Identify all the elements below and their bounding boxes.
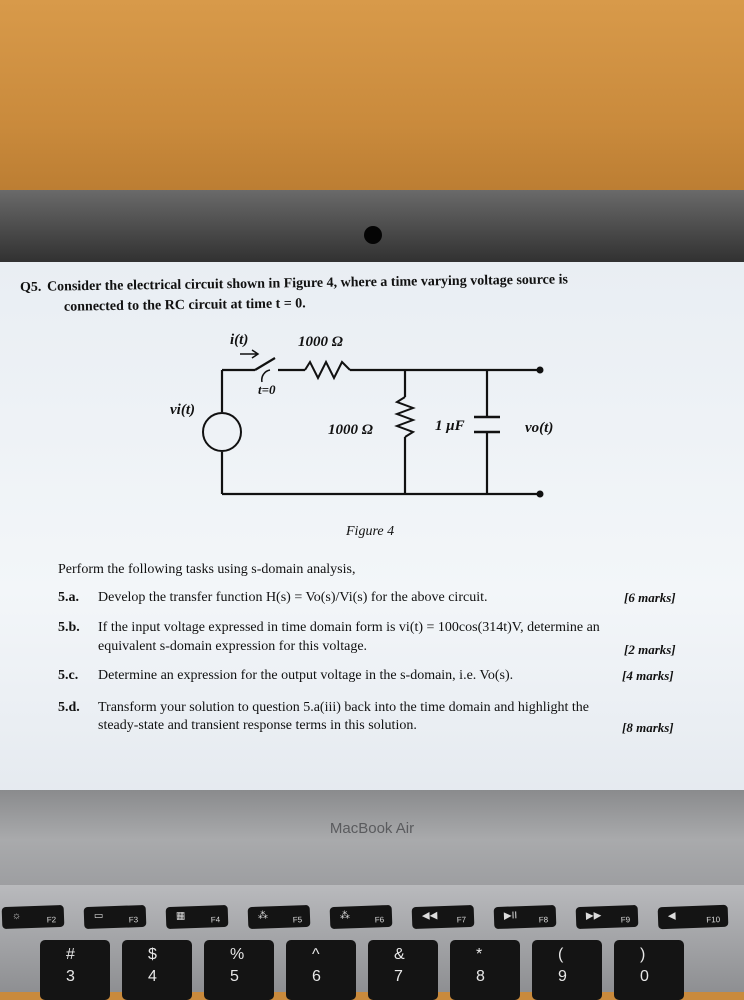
key-shift-symbol: * [476,946,483,963]
f2-key[interactable] [2,905,65,929]
task-text: steady-state and transient response terms in this solution. [98,718,417,733]
key-shift-symbol: % [230,946,245,963]
key-digit: 9 [558,968,567,985]
wall-background [0,0,744,210]
task-text: If the input voltage expressed in time domain form is vi(t) = 100cos(314t)V, determine an [98,620,600,635]
brand-label: MacBook Air [329,820,415,837]
shunt-resistor-label: 1000 Ω [328,422,373,438]
f3-key[interactable] [84,905,147,929]
key-label: F3 [128,915,139,925]
task-text: Develop the transfer function H(s) = Vo(s)/Vi(s) for the above circuit. [98,590,488,605]
output-label: vo(t) [525,420,554,436]
task-label: 5.b. [58,620,80,635]
task-text: equivalent s-domain expression for this voltage. [98,639,368,654]
question-line-1: Consider the electrical circuit shown in Figure 4, where a time varying voltage source is [46,272,568,295]
circuit-wires [222,358,540,494]
key-digit: 0 [640,968,649,985]
key-digit: 8 [476,968,485,985]
launchpad-icon: ▦ [175,910,186,922]
switch-arc [262,370,270,382]
key-label: F7 [456,915,467,925]
f5-key[interactable] [248,905,311,929]
key-digit: 6 [312,968,321,985]
task-label: 5.a. [58,590,79,605]
key-3[interactable] [40,940,110,1000]
switch-label: t=0 [258,382,276,397]
webcam [364,226,382,244]
key-9[interactable] [532,940,602,1000]
brightness-up-icon: ☼ [11,910,22,922]
key-5[interactable] [204,940,274,1000]
key-shift-symbol: # [66,946,75,963]
fast-forward-icon: ▶▶ [585,910,602,922]
task-intro: Perform the following tasks using s-domain analysis, [58,562,356,577]
key-shift-symbol: & [394,946,405,963]
key-label: F10 [706,915,721,925]
current-arrow [240,350,258,358]
key-0[interactable] [614,940,684,1000]
task-label: 5.d. [58,700,80,715]
key-4[interactable] [122,940,192,1000]
key-shift-symbol: ^ [312,946,320,963]
rewind-icon: ◀◀ [421,910,438,922]
key-label: F5 [292,915,303,925]
key-shift-symbol: ( [558,946,564,963]
output-terminal-top [537,367,544,374]
f7-key[interactable] [412,905,475,929]
task-marks: [6 marks] [624,590,676,605]
key-shift-symbol: $ [148,946,157,963]
task-marks: [2 marks] [624,642,676,657]
figure-caption: Figure 4 [346,524,395,539]
question-number: Q5. [20,280,42,295]
task-marks: [4 marks] [622,668,674,683]
key-label: F6 [374,915,385,925]
laptop-chin [0,790,744,890]
laptop-screen [0,262,744,810]
voltage-source-symbol [203,413,241,451]
key-label: F2 [46,915,57,925]
mission-control-icon: ▭ [93,910,104,922]
series-resistor-symbol [305,362,350,378]
current-label: i(t) [230,332,249,348]
keyboard-light-down-icon: ⁂ [257,910,269,922]
key-label: F4 [210,915,221,925]
f6-key[interactable] [330,905,393,929]
shunt-resistor-symbol [397,397,413,437]
key-7[interactable] [368,940,438,1000]
key-digit: 5 [230,968,239,985]
key-8[interactable] [450,940,520,1000]
source-label: vi(t) [170,402,195,418]
key-6[interactable] [286,940,356,1000]
f9-key[interactable] [576,905,639,929]
capacitor-symbol [474,417,500,432]
key-digit: 3 [66,968,75,985]
play-pause-icon: ▶II [503,910,518,922]
task-text: Transform your solution to question 5.a(iii) back into the time domain and highlight the [98,700,589,715]
question-line-2: connected to the RC circuit at time t = 0. [63,296,306,315]
key-label: F9 [620,915,631,925]
output-terminal-bottom [537,491,544,498]
f8-key[interactable] [494,905,557,929]
mute-icon: ◀ [667,910,676,922]
key-shift-symbol: ) [640,946,646,963]
task-text: Determine an expression for the output voltage in the s-domain, i.e. Vo(s). [98,668,514,683]
keyboard-light-up-icon: ⁂ [339,910,351,922]
key-digit: 4 [148,968,157,985]
series-resistor-label: 1000 Ω [298,334,343,350]
capacitor-label: 1 μF [435,418,465,434]
f10-key[interactable] [658,905,729,929]
key-digit: 7 [394,968,403,985]
task-marks: [8 marks] [622,720,674,735]
key-label: F8 [538,915,549,925]
f4-key[interactable] [166,905,229,929]
task-label: 5.c. [58,668,79,683]
